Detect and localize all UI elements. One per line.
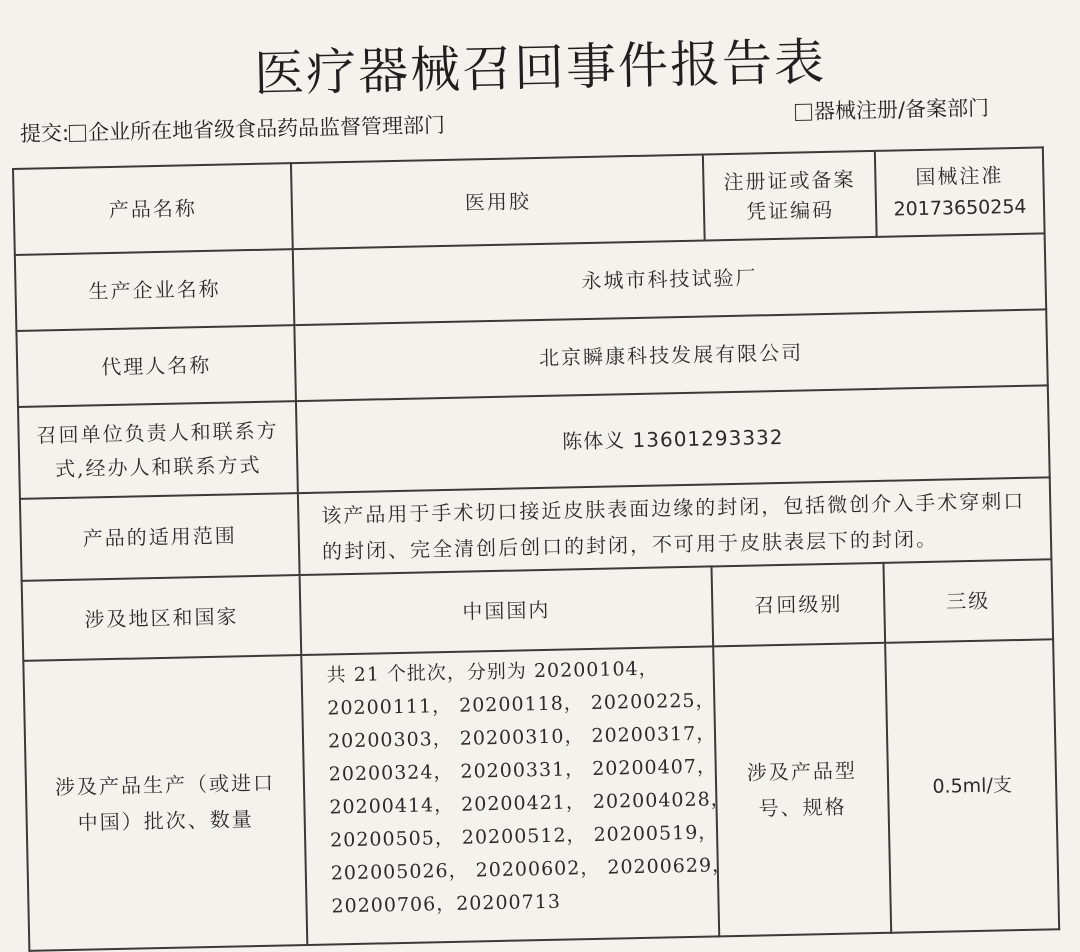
scope-label: 产品的适用范围	[20, 493, 300, 581]
product-name-label: 产品名称	[13, 163, 293, 255]
model-spec-label	[713, 643, 891, 937]
batches-label-text: 涉及产品生产（或进口中国）批次、数量	[54, 770, 276, 835]
batch-line: 20200111， 20200118， 20200225，	[327, 689, 716, 720]
agent-label: 代理人名称	[16, 325, 296, 407]
model-spec-value: 0.5ml/支	[885, 639, 1059, 932]
registration-number-line2: 20173650254	[893, 195, 1027, 221]
registration-number-label-text: 注册证或备案凭证编码	[723, 167, 856, 224]
agent-value: 北京瞬康科技发展有限公司	[294, 309, 1047, 401]
checkbox-provincial[interactable]	[69, 125, 86, 142]
report-table	[12, 146, 1060, 951]
report-table-wrap	[12, 146, 1059, 952]
submit-option-provincial: 企业所在地省级食品药品监督管理部门	[87, 113, 446, 145]
contact-label-text: 召回单位负责人和联系方式,经办人和联系方式	[36, 418, 279, 482]
recall-level-value: 三级	[883, 559, 1053, 643]
batch-line: 共 21 个批次，分别为 20200104，	[326, 657, 659, 687]
scope-value: 该产品用于手术切口接近皮肤表面边缘的封闭，包括微创介入手术穿刺口的封闭、完全清创后创口的封闭，不可用于皮肤表层下的封闭。	[298, 477, 1052, 575]
manufacturer-value: 永城市科技试验厂	[293, 233, 1046, 325]
batch-line: 20200324， 20200331， 20200407，	[328, 755, 718, 786]
checkbox-registration-dept[interactable]	[795, 104, 812, 121]
registration-number-value	[875, 147, 1045, 236]
batch-line: 20200414， 20200421， 202004028，	[329, 788, 731, 819]
model-spec-label-text: 涉及产品型号、规格	[746, 758, 858, 821]
submit-line	[20, 109, 446, 148]
batch-line: 202005026， 20200602， 20200629，	[330, 854, 733, 885]
submit-line-right	[795, 92, 990, 126]
batch-line: 20200706，20200713	[331, 890, 562, 918]
region-label: 涉及地区和国家	[22, 575, 302, 661]
registration-number-label	[703, 151, 877, 241]
row-batches	[23, 639, 1059, 951]
batches-value	[301, 646, 733, 945]
page-title: 医疗器械召回事件报告表	[253, 33, 827, 103]
contact-value: 陈体义 13601293332	[296, 385, 1050, 493]
manufacturer-label: 生产企业名称	[15, 249, 295, 331]
registration-number-line1: 国械注准	[915, 163, 1004, 190]
region-value: 中国国内	[300, 566, 714, 655]
submit-option-registration-dept: 器械注册/备案部门	[813, 95, 990, 124]
submit-prefix: 提交:	[19, 120, 70, 146]
product-name-value: 医用胶	[291, 155, 705, 250]
contact-label	[18, 401, 298, 499]
recall-level-label: 召回级别	[711, 563, 885, 647]
batches-label	[23, 655, 307, 951]
batch-line: 20200505， 20200512， 20200519，	[329, 821, 719, 852]
batch-line: 20200303， 20200310， 20200317，	[327, 722, 717, 753]
